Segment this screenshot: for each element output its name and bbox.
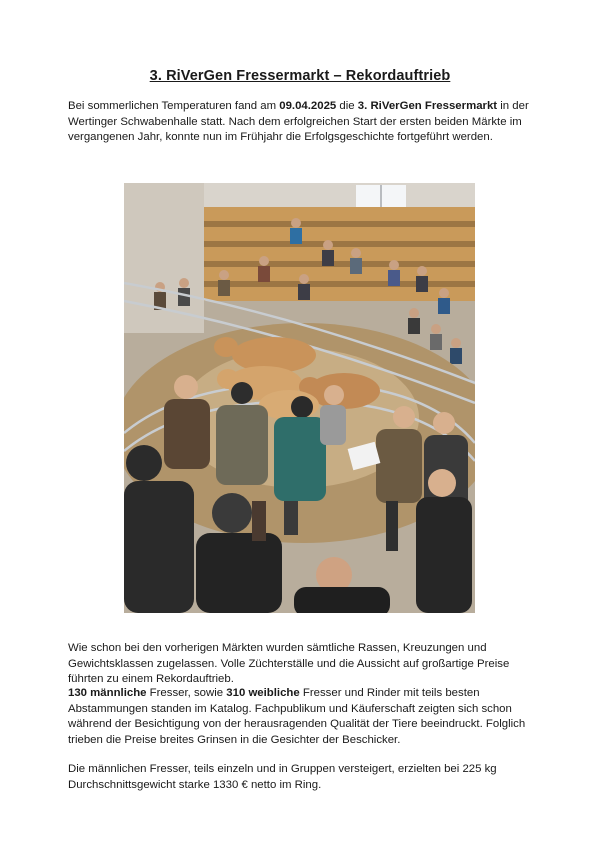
document-title: 3. RiVerGen Fressermarkt – Rekordauftrieb bbox=[149, 68, 451, 84]
catalog-text-2: Fresser und Rinder mit teils besten Abstammungen standen im Katalog. Fachpublikum und Käuferschaft zeigten sich schon während der Besichtigung von der herausragenden Qualität der Tiere beeindruckt. Folglich trieben die Preise breites Grinsen in die Gesichter der Beschicker. bbox=[68, 687, 526, 746]
male-count: 130 männliche bbox=[68, 687, 147, 699]
catalog-text-1: Fresser, sowie bbox=[146, 687, 227, 699]
price-paragraph: Die männlichen Fresser, teils einzeln und in Gruppen versteigert, erzielten bei 225 kg Durchschnittsgewicht starke 1330 € netto im Ring. bbox=[68, 763, 497, 791]
female-count: 310 weibliche bbox=[226, 687, 300, 699]
event-name: 3. RiVerGen Fressermarkt bbox=[357, 100, 498, 112]
breeds-paragraph: Wie schon bei den vorherigen Märkten wurden sämtliche Rassen, Kreuzungen und Gewichtsklassen zugelassen. Volle Züchterställe und die Aussicht auf großartige Preise führten zu einem Rekordauftrieb. bbox=[68, 642, 510, 685]
catalog-paragraph bbox=[68, 686, 538, 748]
intro-text-2: die bbox=[336, 100, 358, 112]
intro-paragraph bbox=[68, 99, 538, 146]
auction-ring-photo bbox=[124, 183, 475, 613]
intro-text-1: Bei sommerlichen Temperaturen fand am bbox=[68, 100, 280, 112]
market-date: 09.04.2025 bbox=[279, 100, 337, 112]
intro-text-3: in der Wertinger Schwabenhalle statt. Nach dem erfolgreichen Start der ersten beiden Märkte im vergangenen Jahr, konnte nun im Frühjahr die Erfolgsgeschichte fortgeführt werden. bbox=[68, 100, 529, 143]
